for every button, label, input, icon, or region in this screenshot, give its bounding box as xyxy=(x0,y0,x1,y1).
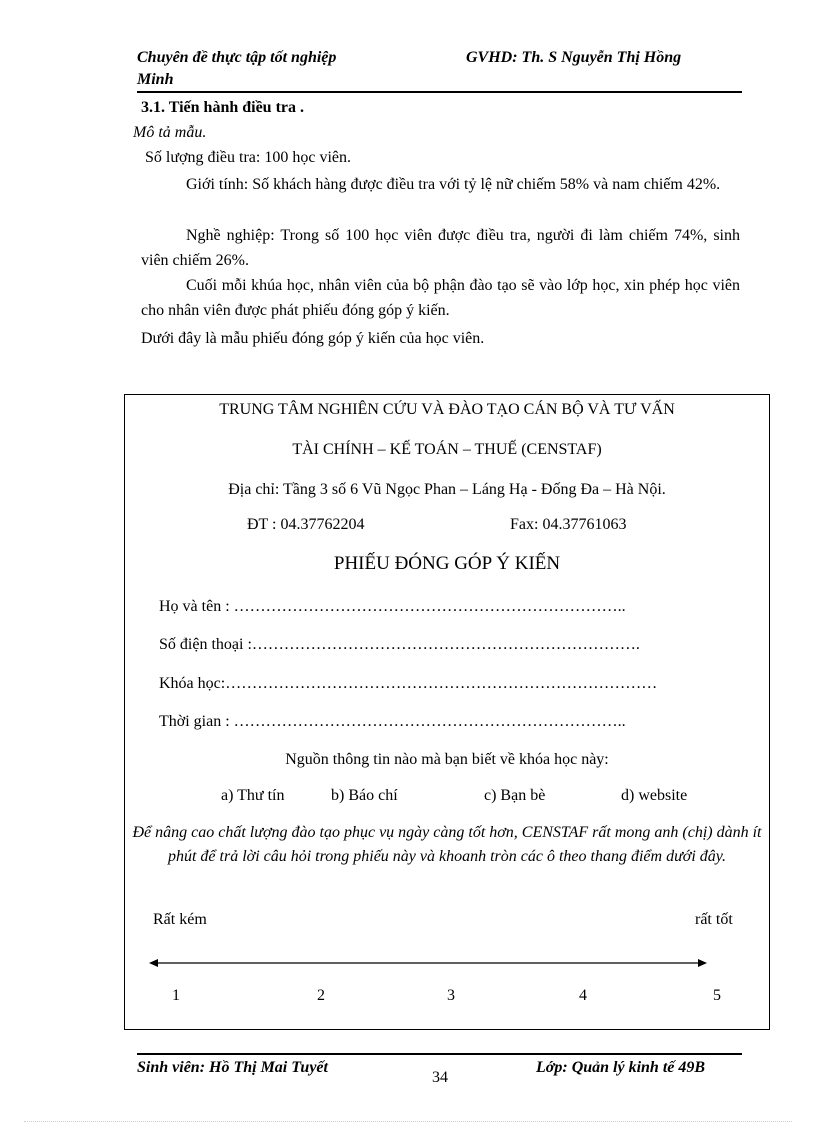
feedback-form xyxy=(124,394,770,1030)
below-text: Dưới đây là mẫu phiếu đóng góp ý kiến của học viên. xyxy=(141,330,485,347)
scale-value-2[interactable]: 2 xyxy=(317,987,325,1004)
scale-high-label: rất tốt xyxy=(695,911,733,928)
course-field[interactable]: Khóa học:……………………………………………………………………… xyxy=(159,675,658,692)
time-field[interactable]: Thời gian : ……………………………………………………………….. xyxy=(159,713,626,730)
option-d[interactable]: d) website xyxy=(621,787,688,804)
page-bottom-divider xyxy=(24,1121,792,1122)
name-field[interactable]: Họ và tên : ……………………………………………………………….. xyxy=(159,598,626,615)
org-address: Địa chỉ: Tầng 3 số 6 Vũ Ngọc Phan – Láng Hạ - Đống Đa – Hà Nội. xyxy=(228,481,666,498)
scale-value-3[interactable]: 3 xyxy=(447,987,455,1004)
job-paragraph xyxy=(141,223,740,273)
header-rule xyxy=(137,91,742,93)
footer-class: Lớp: Quản lý kinh tế 49B xyxy=(536,1059,706,1076)
source-question: Nguồn thông tin nào mà bạn biết về khóa học này: xyxy=(285,751,609,768)
org-fax: Fax: 04.37761063 xyxy=(510,516,627,533)
end-course-text: Cuối mỗi khúa học, nhân viên của bộ phận đào tạo sẽ vào lớp học, xin phép học viên cho nhân viên được phát phiếu đóng góp ý kiến. xyxy=(141,277,740,319)
header-right: GVHD: Th. S Nguyễn Thị Hồng xyxy=(466,49,682,66)
scale-value-1[interactable]: 1 xyxy=(172,987,180,1004)
instruction-text: Để nâng cao chất lượng đào tạo phục vụ ngày càng tốt hơn, CENSTAF rất mong anh (chị) dành ít phút để trả lời câu hỏi trong phiếu này và khoanh tròn các ô theo thang điểm dưới đây. xyxy=(132,824,762,865)
scale-arrow xyxy=(125,953,771,973)
option-b[interactable]: b) Báo chí xyxy=(331,787,398,804)
org-line1: TRUNG TÂM NGHIÊN CỨU VÀ ĐÀO TẠO CÁN BỘ VÀ TƯ VẤN xyxy=(219,401,675,418)
option-a[interactable]: a) Thư tín xyxy=(221,787,285,804)
scale-value-5[interactable]: 5 xyxy=(713,987,721,1004)
header-left-line2: Minh xyxy=(137,71,174,88)
org-line2: TÀI CHÍNH – KẾ TOÁN – THUẾ (CENSTAF) xyxy=(292,441,602,458)
scale-arrow-right-head xyxy=(698,959,707,967)
count-text: Số lượng điều tra: 100 học viên. xyxy=(145,149,351,166)
org-phone: ĐT : 04.37762204 xyxy=(247,516,365,533)
form-title: PHIẾU ĐÓNG GÓP Ý KIẾN xyxy=(333,553,561,574)
gender-paragraph xyxy=(141,172,740,197)
sample-label: Mô tả mẫu. xyxy=(133,124,207,141)
scale-arrow-left-head xyxy=(149,959,158,967)
end-course-paragraph xyxy=(141,273,740,323)
job-text: Nghề nghiệp: Trong số 100 học viên được điều tra, người đi làm chiếm 74%, sinh viên chiếm 26%. xyxy=(141,227,740,269)
footer-rule xyxy=(137,1053,742,1055)
page-number: 34 xyxy=(432,1069,448,1086)
scale-value-4[interactable]: 4 xyxy=(579,987,587,1004)
scale-low-label: Rất kém xyxy=(153,911,207,928)
phone-field[interactable]: Số điện thoại :………………………………………………………………. xyxy=(159,636,640,653)
section-heading: 3.1. Tiến hành điều tra . xyxy=(141,99,305,116)
gender-text: Giới tính: Số khách hàng được điều tra với tỷ lệ nữ chiếm 58% và nam chiếm 42%. xyxy=(186,176,721,193)
header-left-line1: Chuyên đề thực tập tốt nghiệp xyxy=(137,49,337,66)
footer-student: Sinh viên: Hồ Thị Mai Tuyết xyxy=(137,1059,328,1076)
option-c[interactable]: c) Bạn bè xyxy=(484,787,546,804)
